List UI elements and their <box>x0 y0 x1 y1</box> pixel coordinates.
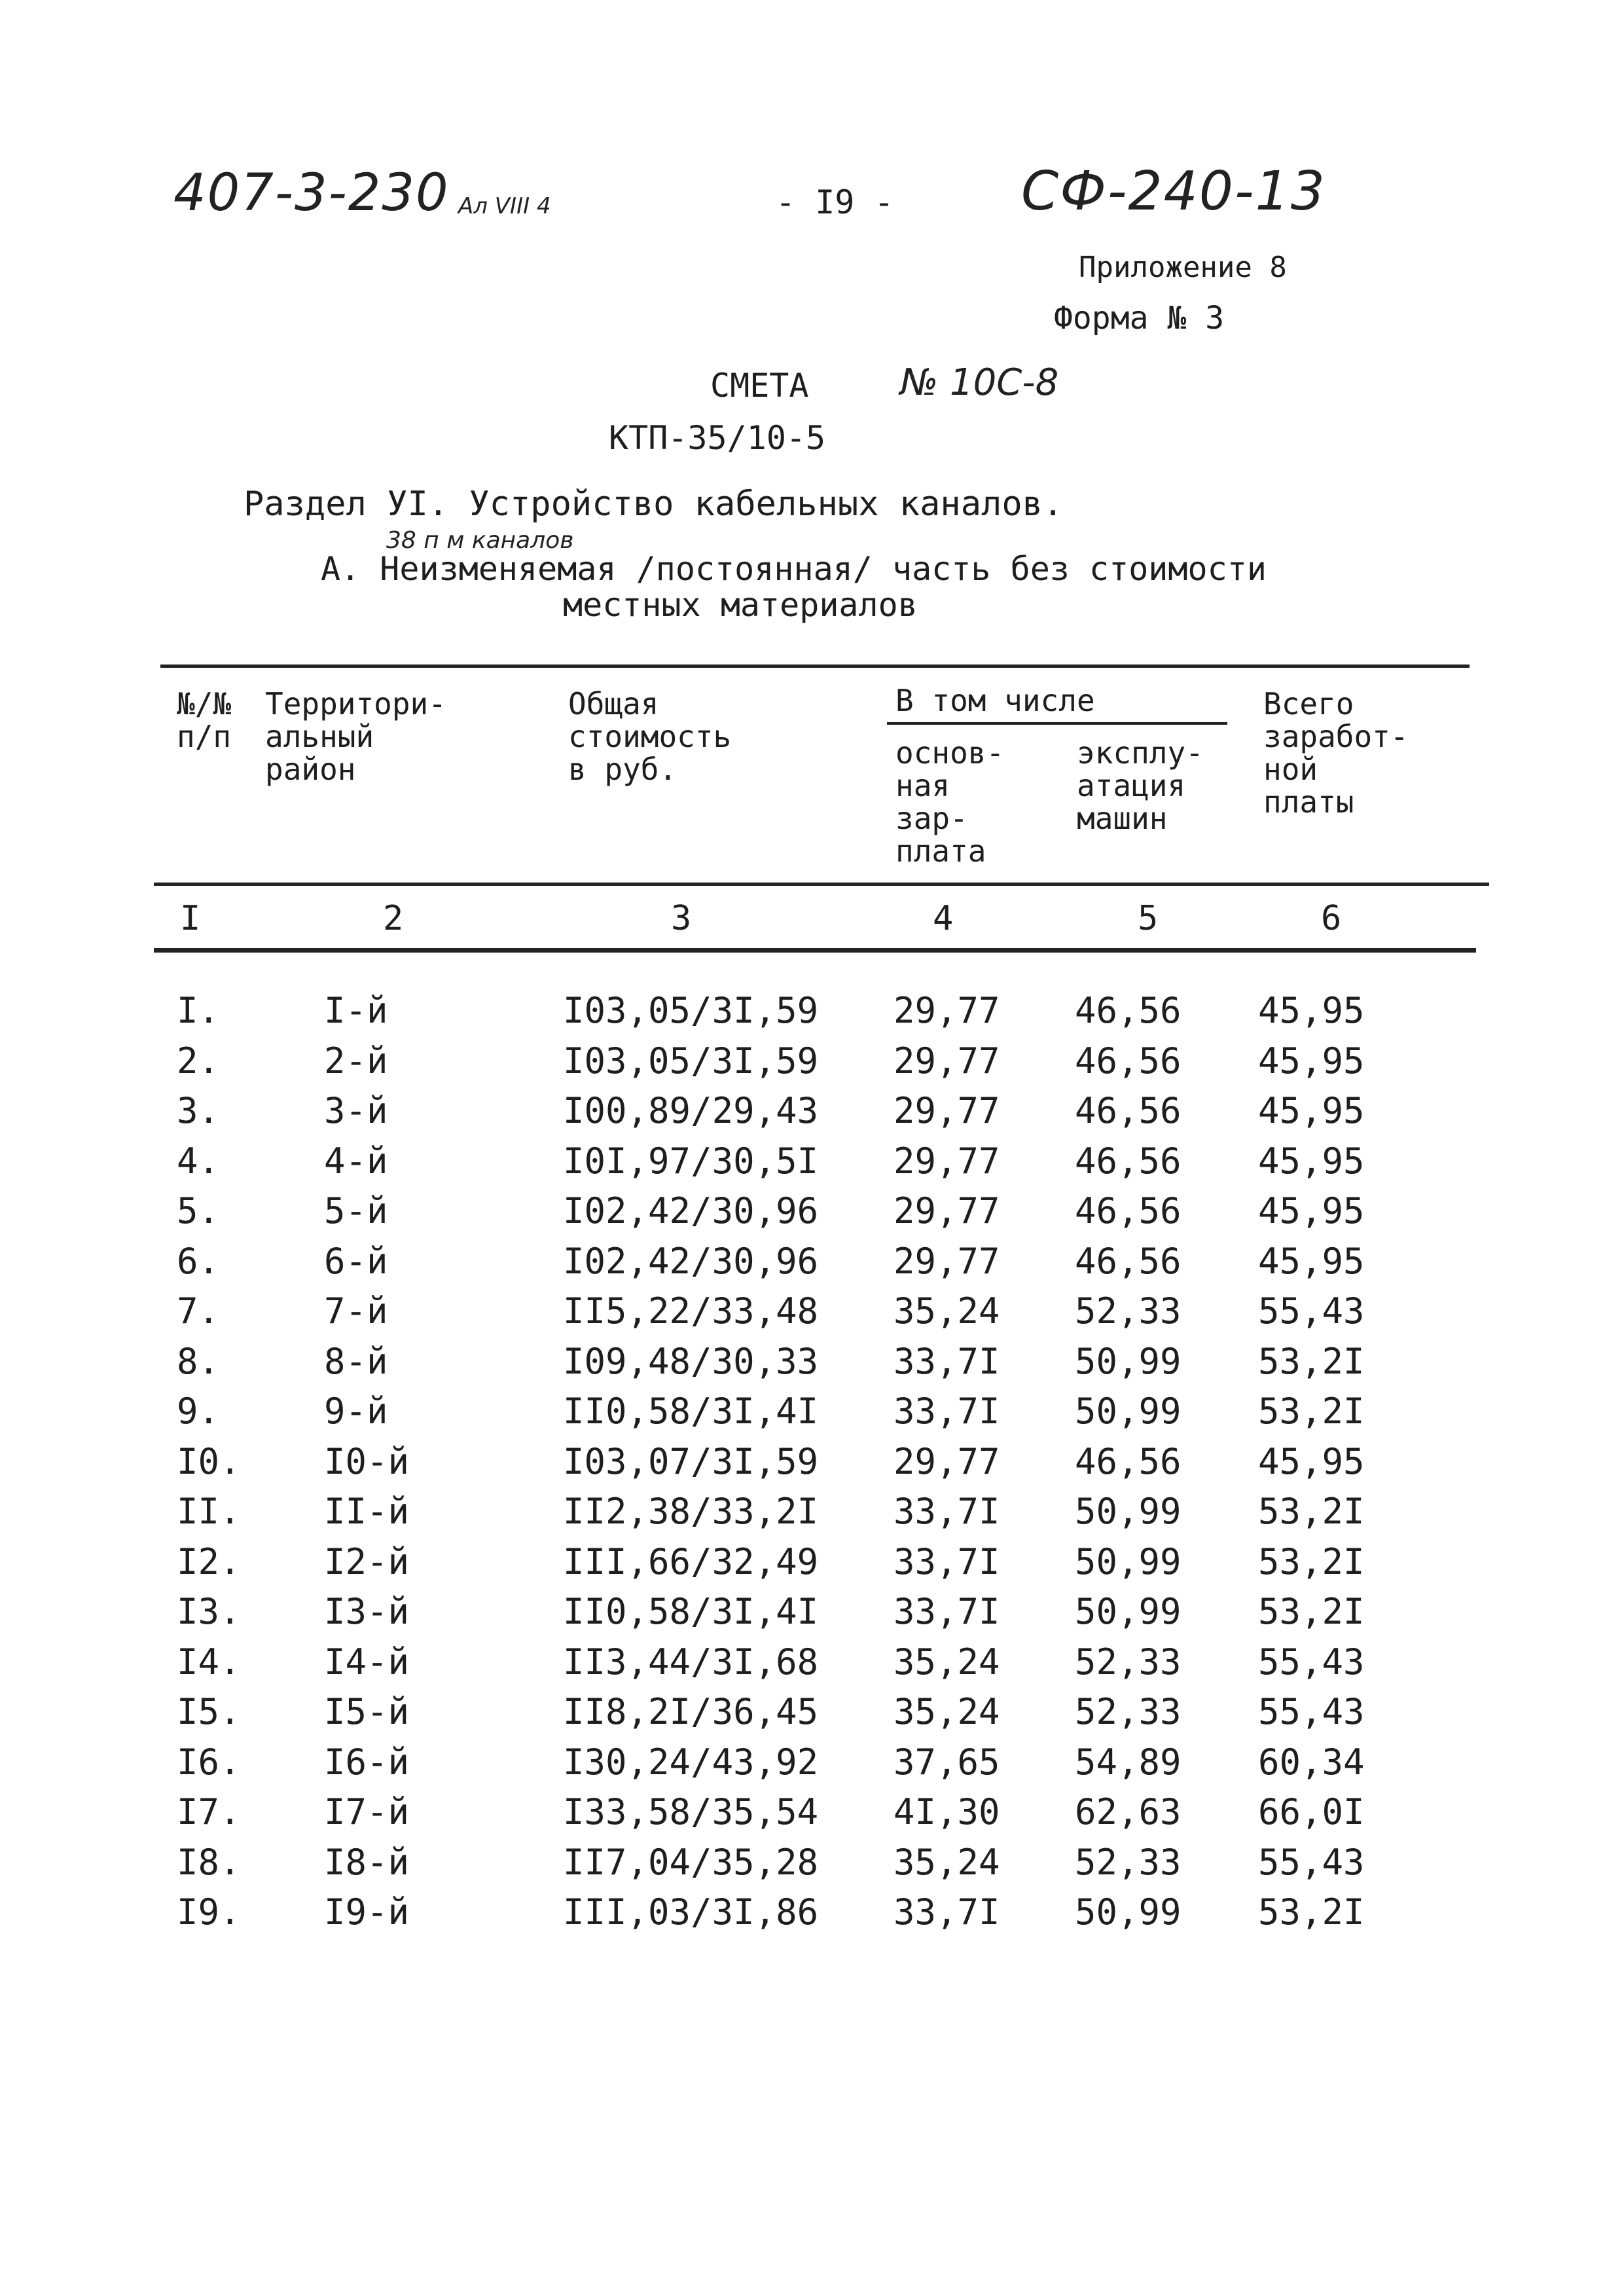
territorial-region-cell: I2-й <box>324 1540 410 1582</box>
machine-operation-cell: 46,56 <box>1075 1240 1182 1282</box>
row-number-cell: 7. <box>177 1290 220 1332</box>
header-total-wages: Всего заработ- ной платы <box>1263 686 1409 820</box>
estimate-number: № 10С-8 <box>900 361 1059 404</box>
territorial-region-cell: I3-й <box>324 1591 410 1632</box>
total-cost-cell: I09,48/30,33 <box>563 1340 819 1382</box>
territorial-region-cell: I9-й <box>324 1891 410 1933</box>
basic-wage-cell: 33,7I <box>893 1540 1000 1582</box>
header-territorial-region: Территори- альный район <box>265 686 446 787</box>
appendix-label: Приложение 8 <box>1079 251 1287 284</box>
basic-wage-cell: 29,77 <box>893 1090 1000 1131</box>
table-row <box>0 1140 1624 1191</box>
territorial-region-cell: 4-й <box>324 1140 388 1182</box>
part-title-continued: местных материалов <box>563 586 918 624</box>
basic-wage-cell: 29,77 <box>893 1240 1000 1282</box>
header-bottom-rule <box>154 883 1489 886</box>
machine-operation-cell: 46,56 <box>1075 1040 1182 1082</box>
total-wages-cell: 45,95 <box>1258 1090 1365 1131</box>
total-wages-cell: 60,34 <box>1258 1741 1365 1783</box>
table-row <box>0 1391 1624 1441</box>
total-wages-cell: 45,95 <box>1258 1190 1365 1231</box>
table-top-rule <box>160 665 1470 668</box>
total-cost-cell: I02,42/30,96 <box>563 1240 819 1282</box>
table-row <box>0 1741 1624 1792</box>
including-underline <box>887 722 1227 725</box>
total-cost-cell: I33,58/35,54 <box>563 1791 819 1832</box>
machine-operation-cell: 50,99 <box>1075 1340 1182 1382</box>
basic-wage-cell: 35,24 <box>893 1691 1000 1732</box>
total-cost-cell: II5,22/33,48 <box>563 1290 819 1332</box>
header-including: В том числе <box>895 683 1095 718</box>
row-number-cell: I8. <box>177 1841 241 1883</box>
total-cost-cell: I03,05/3I,59 <box>563 1040 819 1082</box>
territorial-region-cell: 7-й <box>324 1290 388 1332</box>
basic-wage-cell: 35,24 <box>893 1841 1000 1883</box>
total-cost-cell: II8,2I/36,45 <box>563 1691 819 1732</box>
column-number: 5 <box>1138 899 1159 938</box>
row-number-cell: I6. <box>177 1741 241 1783</box>
territorial-region-cell: I-й <box>324 990 388 1031</box>
machine-operation-cell: 46,56 <box>1075 1190 1182 1231</box>
basic-wage-cell: 33,7I <box>893 1891 1000 1933</box>
total-wages-cell: 55,43 <box>1258 1290 1365 1332</box>
document-code-suffix: Ал VIII 4 <box>458 193 551 219</box>
column-number: 6 <box>1321 899 1342 938</box>
table-row <box>0 1040 1624 1091</box>
header-basic-wage: основ- ная зар- плата <box>895 735 1005 869</box>
total-wages-cell: 53,2I <box>1258 1591 1365 1632</box>
total-wages-cell: 55,43 <box>1258 1691 1365 1732</box>
territorial-region-cell: 3-й <box>324 1090 388 1131</box>
total-wages-cell: 45,95 <box>1258 1140 1365 1182</box>
row-number-cell: II. <box>177 1491 241 1532</box>
machine-operation-cell: 50,99 <box>1075 1491 1182 1532</box>
row-number-cell: I4. <box>177 1641 241 1683</box>
machine-operation-cell: 52,33 <box>1075 1290 1182 1332</box>
machine-operation-cell: 62,63 <box>1075 1791 1182 1832</box>
column-number: 4 <box>933 899 954 938</box>
table-row <box>0 1190 1624 1241</box>
territorial-region-cell: 5-й <box>324 1190 388 1231</box>
basic-wage-cell: 35,24 <box>893 1641 1000 1683</box>
machine-operation-cell: 46,56 <box>1075 1140 1182 1182</box>
machine-operation-cell: 50,99 <box>1075 1391 1182 1432</box>
table-row <box>0 1691 1624 1741</box>
territorial-region-cell: 6-й <box>324 1240 388 1282</box>
page-number: - I9 - <box>776 183 894 221</box>
total-wages-cell: 53,2I <box>1258 1891 1365 1933</box>
total-cost-cell: I03,05/3I,59 <box>563 990 819 1031</box>
table-row <box>0 1241 1624 1291</box>
machine-operation-cell: 50,99 <box>1075 1540 1182 1582</box>
section-title: Раздел УI. Устройство кабельных каналов. <box>244 484 1064 524</box>
basic-wage-cell: 33,7I <box>893 1340 1000 1382</box>
total-wages-cell: 45,95 <box>1258 1440 1365 1482</box>
territorial-region-cell: 2-й <box>324 1040 388 1082</box>
basic-wage-cell: 35,24 <box>893 1290 1000 1332</box>
total-wages-cell: 53,2I <box>1258 1540 1365 1582</box>
total-cost-cell: I02,42/30,96 <box>563 1190 819 1231</box>
row-number-cell: I3. <box>177 1591 241 1632</box>
part-title: А. Неизменяемая /постоянная/ часть без стоимости <box>321 550 1267 588</box>
basic-wage-cell: 33,7I <box>893 1591 1000 1632</box>
basic-wage-cell: 29,77 <box>893 1040 1000 1082</box>
total-wages-cell: 53,2I <box>1258 1391 1365 1432</box>
column-number: 3 <box>671 899 692 938</box>
row-number-cell: I7. <box>177 1791 241 1832</box>
header-row-number: №/№ п/п <box>177 686 232 754</box>
basic-wage-cell: 37,65 <box>893 1741 1000 1783</box>
territorial-region-cell: I8-й <box>324 1841 410 1883</box>
machine-operation-cell: 52,33 <box>1075 1841 1182 1883</box>
territorial-region-cell: 8-й <box>324 1340 388 1382</box>
table-row <box>0 1090 1624 1140</box>
row-number-cell: I5. <box>177 1691 241 1732</box>
table-row <box>0 1541 1624 1592</box>
row-number-cell: I0. <box>177 1440 241 1482</box>
total-cost-cell: III,03/3I,86 <box>563 1891 819 1933</box>
table-row <box>0 990 1624 1040</box>
row-number-cell: 4. <box>177 1140 220 1182</box>
territorial-region-cell: I6-й <box>324 1741 410 1783</box>
header-machine-operation: эксплу- атация машин <box>1077 735 1204 836</box>
form-label: Форма № 3 <box>1054 300 1225 337</box>
territorial-region-cell: II-й <box>324 1491 410 1532</box>
total-cost-cell: II3,44/3I,68 <box>563 1641 819 1683</box>
total-wages-cell: 45,95 <box>1258 990 1365 1031</box>
row-number-cell: 8. <box>177 1340 220 1382</box>
total-cost-cell: II7,04/35,28 <box>563 1841 819 1883</box>
total-cost-cell: I00,89/29,43 <box>563 1090 819 1131</box>
machine-operation-cell: 46,56 <box>1075 1090 1182 1131</box>
machine-operation-cell: 46,56 <box>1075 990 1182 1031</box>
total-cost-cell: I30,24/43,92 <box>563 1741 819 1783</box>
table-row <box>0 1641 1624 1692</box>
table-row <box>0 1842 1624 1892</box>
row-number-cell: 3. <box>177 1090 220 1131</box>
territorial-region-cell: I4-й <box>324 1641 410 1683</box>
total-wages-cell: 45,95 <box>1258 1240 1365 1282</box>
document-reference: СФ-240-13 <box>1021 160 1326 223</box>
table-row <box>0 1791 1624 1842</box>
table-row <box>0 1341 1624 1391</box>
column-number: I <box>180 899 201 938</box>
total-wages-cell: 53,2I <box>1258 1340 1365 1382</box>
total-cost-cell: I03,07/3I,59 <box>563 1440 819 1482</box>
total-wages-cell: 55,43 <box>1258 1841 1365 1883</box>
machine-operation-cell: 50,99 <box>1075 1891 1182 1933</box>
machine-operation-cell: 54,89 <box>1075 1741 1182 1783</box>
table-row <box>0 1441 1624 1491</box>
territorial-region-cell: I7-й <box>324 1791 410 1832</box>
basic-wage-cell: 4I,30 <box>893 1791 1000 1832</box>
machine-operation-cell: 52,33 <box>1075 1691 1182 1732</box>
row-number-cell: I2. <box>177 1540 241 1582</box>
basic-wage-cell: 29,77 <box>893 1190 1000 1231</box>
table-row <box>0 1891 1624 1942</box>
row-number-cell: I. <box>177 990 220 1031</box>
row-number-cell: I9. <box>177 1891 241 1933</box>
column-number: 2 <box>383 899 404 938</box>
row-number-cell: 5. <box>177 1190 220 1231</box>
basic-wage-cell: 29,77 <box>893 1140 1000 1182</box>
territorial-region-cell: 9-й <box>324 1391 388 1432</box>
total-cost-cell: I0I,97/30,5I <box>563 1140 819 1182</box>
total-wages-cell: 55,43 <box>1258 1641 1365 1683</box>
basic-wage-cell: 33,7I <box>893 1391 1000 1432</box>
table-row <box>0 1290 1624 1341</box>
basic-wage-cell: 29,77 <box>893 990 1000 1031</box>
territorial-region-cell: I5-й <box>324 1691 410 1732</box>
basic-wage-cell: 29,77 <box>893 1440 1000 1482</box>
row-number-cell: 9. <box>177 1391 220 1432</box>
total-cost-cell: III,66/32,49 <box>563 1540 819 1582</box>
basic-wage-cell: 33,7I <box>893 1491 1000 1532</box>
table-row <box>0 1491 1624 1541</box>
table-row <box>0 1591 1624 1641</box>
handwritten-note: 38 п м каналов <box>386 527 574 554</box>
total-wages-cell: 66,0I <box>1258 1791 1365 1832</box>
row-number-cell: 2. <box>177 1040 220 1082</box>
machine-operation-cell: 46,56 <box>1075 1440 1182 1482</box>
total-wages-cell: 45,95 <box>1258 1040 1365 1082</box>
machine-operation-cell: 50,99 <box>1075 1591 1182 1632</box>
total-cost-cell: II0,58/3I,4I <box>563 1391 819 1432</box>
total-wages-cell: 53,2I <box>1258 1491 1365 1532</box>
machine-operation-cell: 52,33 <box>1075 1641 1182 1683</box>
total-cost-cell: II0,58/3I,4I <box>563 1591 819 1632</box>
estimate-object: КТП-35/10-5 <box>609 419 826 457</box>
column-number-rule <box>154 948 1476 953</box>
document-code: 407-3-230 <box>173 164 450 223</box>
territorial-region-cell: I0-й <box>324 1440 410 1482</box>
row-number-cell: 6. <box>177 1240 220 1282</box>
header-total-cost: Общая стоимость в руб. <box>568 686 732 787</box>
estimate-title: СМЕТА <box>710 367 809 405</box>
total-cost-cell: II2,38/33,2I <box>563 1491 819 1532</box>
